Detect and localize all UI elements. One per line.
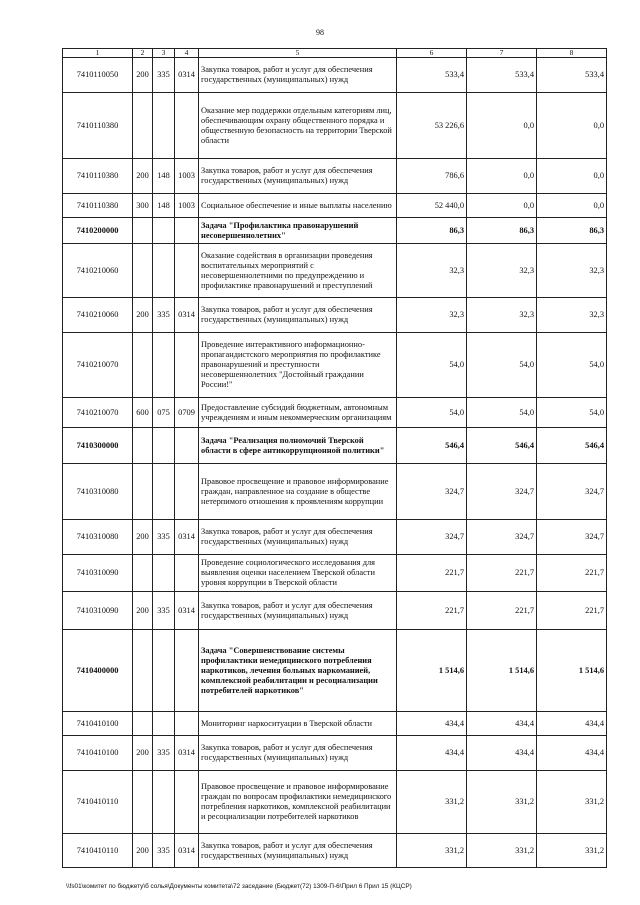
row-value-2: 1 514,6	[467, 630, 537, 712]
row-expense-type: 200	[133, 58, 153, 93]
row-value-1: 86,3	[397, 218, 467, 244]
row-code: 7410410100	[63, 712, 133, 736]
row-value-3: 324,7	[537, 464, 607, 520]
row-expense-type	[133, 244, 153, 298]
row-code: 7410310090	[63, 555, 133, 592]
row-value-2: 54,0	[467, 398, 537, 428]
row-value-2: 533,4	[467, 58, 537, 93]
row-section	[175, 771, 199, 834]
row-value-1: 434,4	[397, 736, 467, 771]
row-name: Задача "Реализация полномочий Тверской области в сфере антикоррупционной политики"	[199, 428, 397, 464]
table-row	[63, 58, 607, 93]
row-value-1: 324,7	[397, 464, 467, 520]
row-administrator: 335	[153, 736, 175, 771]
row-administrator	[153, 712, 175, 736]
row-value-2: 434,4	[467, 736, 537, 771]
row-administrator	[153, 771, 175, 834]
row-name: Оказание содействия в организации проведения воспитательных мероприятий с несовершеннолетними по предупреждению и профилактике правонарушений и преступлений	[199, 244, 397, 298]
row-value-1: 54,0	[397, 398, 467, 428]
row-code: 7410110050	[63, 58, 133, 93]
footer-file-path: \\fs01\комитет по бюджету\б солья\Документы комитета\72 заседание (Бюджет(72) 1309-П-6\Прил 6 Прил 15 (КЦСР)	[66, 883, 412, 890]
row-section: 0709	[175, 398, 199, 428]
row-code: 7410210060	[63, 298, 133, 333]
row-name: Закупка товаров, работ и услуг для обеспечения государственных (муниципальных) нужд	[199, 834, 397, 868]
row-section: 1003	[175, 194, 199, 218]
row-value-2: 54,0	[467, 333, 537, 398]
column-header-2: 2	[133, 49, 153, 58]
row-name: Закупка товаров, работ и услуг для обеспечения государственных (муниципальных) нужд	[199, 58, 397, 93]
row-value-2: 324,7	[467, 520, 537, 555]
row-section	[175, 712, 199, 736]
row-administrator	[153, 630, 175, 712]
row-value-2: 546,4	[467, 428, 537, 464]
table-row	[63, 218, 607, 244]
table-row	[63, 464, 607, 520]
row-section: 0314	[175, 736, 199, 771]
row-section: 0314	[175, 834, 199, 868]
row-name: Закупка товаров, работ и услуг для обеспечения государственных (муниципальных) нужд	[199, 520, 397, 555]
table-row	[63, 244, 607, 298]
row-section: 1003	[175, 159, 199, 194]
row-value-1: 533,4	[397, 58, 467, 93]
row-name: Предоставление субсидий бюджетным, автономным учреждениям и иным некоммерческим организациям	[199, 398, 397, 428]
column-header-3: 3	[153, 49, 175, 58]
row-code: 7410210070	[63, 333, 133, 398]
row-value-3: 1 514,6	[537, 630, 607, 712]
row-value-2: 221,7	[467, 592, 537, 630]
row-code: 7410400000	[63, 630, 133, 712]
row-value-1: 221,7	[397, 555, 467, 592]
row-value-3: 434,4	[537, 736, 607, 771]
table-row	[63, 159, 607, 194]
row-value-1: 54,0	[397, 333, 467, 398]
row-name: Закупка товаров, работ и услуг для обеспечения государственных (муниципальных) нужд	[199, 736, 397, 771]
row-value-1: 546,4	[397, 428, 467, 464]
table-row	[63, 93, 607, 159]
row-value-3: 0,0	[537, 159, 607, 194]
row-code: 7410310080	[63, 520, 133, 555]
table-row	[63, 333, 607, 398]
row-administrator: 335	[153, 298, 175, 333]
row-expense-type: 200	[133, 520, 153, 555]
row-value-2: 32,3	[467, 298, 537, 333]
row-expense-type: 300	[133, 194, 153, 218]
row-expense-type	[133, 428, 153, 464]
table-row	[63, 771, 607, 834]
row-code: 7410410110	[63, 834, 133, 868]
row-administrator: 335	[153, 520, 175, 555]
row-expense-type: 200	[133, 834, 153, 868]
row-section	[175, 630, 199, 712]
row-value-3: 221,7	[537, 592, 607, 630]
row-value-1: 52 440,0	[397, 194, 467, 218]
row-section: 0314	[175, 520, 199, 555]
row-section	[175, 244, 199, 298]
column-header-6: 6	[397, 49, 467, 58]
row-value-2: 331,2	[467, 771, 537, 834]
row-section: 0314	[175, 58, 199, 93]
row-value-2: 434,4	[467, 712, 537, 736]
row-code: 7410210070	[63, 398, 133, 428]
column-header-7: 7	[467, 49, 537, 58]
row-value-3: 0,0	[537, 194, 607, 218]
row-code: 7410410110	[63, 771, 133, 834]
row-section	[175, 464, 199, 520]
row-value-2: 221,7	[467, 555, 537, 592]
row-value-2: 324,7	[467, 464, 537, 520]
row-expense-type	[133, 771, 153, 834]
row-code: 7410410100	[63, 736, 133, 771]
row-name: Мониторинг наркоситуации в Тверской области	[199, 712, 397, 736]
row-value-3: 221,7	[537, 555, 607, 592]
row-expense-type	[133, 464, 153, 520]
column-header-row	[63, 49, 607, 58]
row-value-1: 1 514,6	[397, 630, 467, 712]
row-administrator	[153, 555, 175, 592]
row-value-1: 221,7	[397, 592, 467, 630]
row-value-2: 32,3	[467, 244, 537, 298]
row-code: 7410110380	[63, 159, 133, 194]
row-expense-type: 600	[133, 398, 153, 428]
row-code: 7410310090	[63, 592, 133, 630]
column-header-5: 5	[199, 49, 397, 58]
row-expense-type	[133, 630, 153, 712]
row-expense-type	[133, 712, 153, 736]
row-administrator	[153, 428, 175, 464]
row-expense-type: 200	[133, 159, 153, 194]
row-value-3: 0,0	[537, 93, 607, 159]
table-row	[63, 630, 607, 712]
row-administrator: 335	[153, 592, 175, 630]
column-header-8: 8	[537, 49, 607, 58]
row-value-3: 331,2	[537, 771, 607, 834]
row-administrator	[153, 464, 175, 520]
row-value-3: 54,0	[537, 398, 607, 428]
row-expense-type	[133, 93, 153, 159]
row-value-2: 86,3	[467, 218, 537, 244]
budget-table	[62, 48, 607, 868]
row-value-2: 0,0	[467, 93, 537, 159]
row-value-3: 434,4	[537, 712, 607, 736]
table-row	[63, 298, 607, 333]
row-expense-type: 200	[133, 736, 153, 771]
table-body	[63, 58, 607, 868]
row-administrator	[153, 244, 175, 298]
row-value-1: 32,3	[397, 244, 467, 298]
row-value-3: 324,7	[537, 520, 607, 555]
row-administrator: 335	[153, 58, 175, 93]
row-code: 7410110380	[63, 93, 133, 159]
table-row	[63, 736, 607, 771]
row-value-1: 331,2	[397, 771, 467, 834]
row-value-3: 54,0	[537, 333, 607, 398]
row-expense-type	[133, 555, 153, 592]
table-row	[63, 428, 607, 464]
row-value-3: 331,2	[537, 834, 607, 868]
row-name: Правовое просвещение и правовое информирование граждан по вопросам профилактики немедицинского потребления наркотиков, комплексной реабилитации и ресоциализации потребителей наркотиков	[199, 771, 397, 834]
row-value-3: 86,3	[537, 218, 607, 244]
row-name: Задача "Совершенствование системы профилактики немедицинского потребления наркотиков, лечения больных наркоманией, комплексной реабилитации и ресоциализации потребителей наркотиков"	[199, 630, 397, 712]
column-header-4: 4	[175, 49, 199, 58]
row-administrator: 148	[153, 194, 175, 218]
row-value-1: 324,7	[397, 520, 467, 555]
column-header-1: 1	[63, 49, 133, 58]
row-code: 7410110380	[63, 194, 133, 218]
row-name: Закупка товаров, работ и услуг для обеспечения государственных (муниципальных) нужд	[199, 159, 397, 194]
row-name: Социальное обеспечение и иные выплаты населению	[199, 194, 397, 218]
row-value-2: 0,0	[467, 159, 537, 194]
row-section	[175, 428, 199, 464]
row-value-1: 331,2	[397, 834, 467, 868]
row-administrator	[153, 93, 175, 159]
row-name: Оказание мер поддержки отдельным категориям лиц, обеспечивающим охрану общественного порядка и общественную безопасность на территории Тверской области	[199, 93, 397, 159]
row-code: 7410200000	[63, 218, 133, 244]
row-value-2: 0,0	[467, 194, 537, 218]
row-value-1: 53 226,6	[397, 93, 467, 159]
row-administrator	[153, 218, 175, 244]
row-expense-type	[133, 333, 153, 398]
page-number: 98	[316, 28, 324, 37]
row-administrator	[153, 333, 175, 398]
row-code: 7410310080	[63, 464, 133, 520]
table-row	[63, 592, 607, 630]
row-value-3: 32,3	[537, 244, 607, 298]
row-section: 0314	[175, 592, 199, 630]
row-value-3: 546,4	[537, 428, 607, 464]
row-administrator: 335	[153, 834, 175, 868]
row-expense-type: 200	[133, 592, 153, 630]
row-value-3: 533,4	[537, 58, 607, 93]
row-value-1: 786,6	[397, 159, 467, 194]
row-code: 7410300000	[63, 428, 133, 464]
row-section	[175, 555, 199, 592]
row-section	[175, 218, 199, 244]
table-row	[63, 520, 607, 555]
row-name: Закупка товаров, работ и услуг для обеспечения государственных (муниципальных) нужд	[199, 592, 397, 630]
row-administrator: 075	[153, 398, 175, 428]
table-row	[63, 194, 607, 218]
row-value-2: 331,2	[467, 834, 537, 868]
row-name: Закупка товаров, работ и услуг для обеспечения государственных (муниципальных) нужд	[199, 298, 397, 333]
row-section	[175, 93, 199, 159]
row-name: Проведение интерактивного информационно-пропагандистского мероприятия по профилактике правонарушений и преступности несовершеннолетних "Достойный граждании России!"	[199, 333, 397, 398]
row-value-1: 434,4	[397, 712, 467, 736]
row-name: Правовое просвещение и правовое информирование граждан, направленное на создание в обществе нетерпимого отношения к проявлениям коррупции	[199, 464, 397, 520]
row-administrator: 148	[153, 159, 175, 194]
row-expense-type: 200	[133, 298, 153, 333]
row-section	[175, 333, 199, 398]
table-row	[63, 834, 607, 868]
row-expense-type	[133, 218, 153, 244]
row-value-3: 32,3	[537, 298, 607, 333]
row-section: 0314	[175, 298, 199, 333]
row-code: 7410210060	[63, 244, 133, 298]
row-name: Задача "Профилактика правонарушений несовершеннолетних"	[199, 218, 397, 244]
table-row	[63, 398, 607, 428]
row-value-1: 32,3	[397, 298, 467, 333]
row-name: Проведение социологического исследования для выявления оценки населением Тверской области уровня коррупции в Тверской области	[199, 555, 397, 592]
table-row	[63, 712, 607, 736]
table-row	[63, 555, 607, 592]
